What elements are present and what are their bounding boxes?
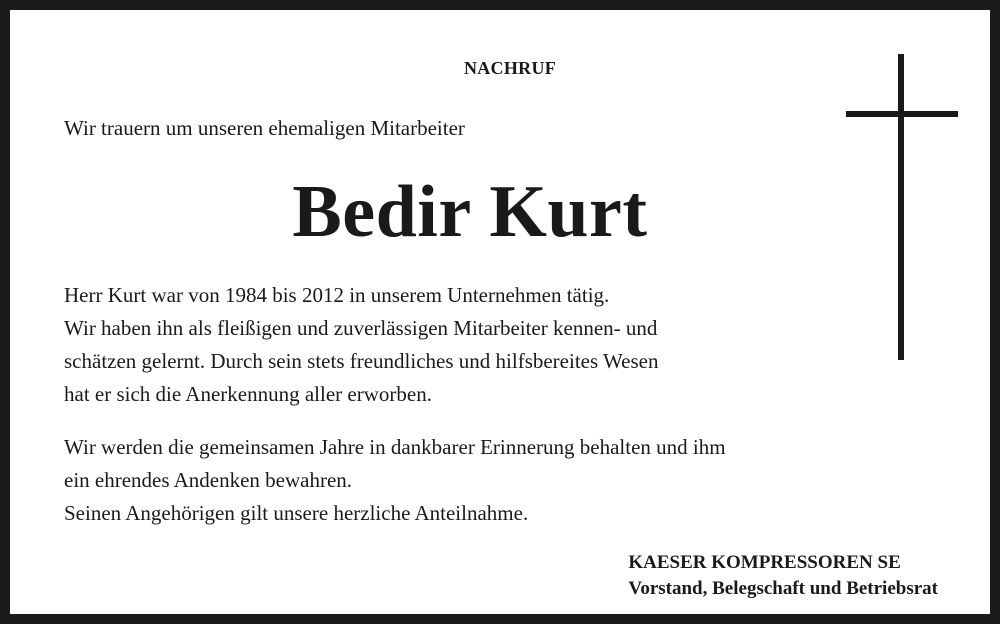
cross-vertical-bar xyxy=(898,54,904,360)
tribute-paragraph xyxy=(64,279,658,411)
paragraph-line: schätzen gelernt. Durch sein stets freundliches und hilfsbereites Wesen xyxy=(64,349,659,373)
deceased-name: Bedir Kurt xyxy=(292,171,648,253)
intro-line: Wir trauern um unseren ehemaligen Mitarbeiter xyxy=(64,116,465,140)
company-name: KAESER KOMPRESSOREN SE xyxy=(628,552,901,573)
notice-heading: NACHRUF xyxy=(463,58,557,78)
condolence-paragraph xyxy=(64,431,726,530)
paragraph-line: Wir haben ihn als fleißigen und zuverlässigen Mitarbeiter kennen- und xyxy=(64,316,658,340)
signature-block xyxy=(628,550,938,602)
cross-icon xyxy=(846,54,958,360)
paragraph-line: Herr Kurt war von 1984 bis 2012 in unserem Unternehmen tätig. xyxy=(64,283,610,307)
signatories: Vorstand, Belegschaft und Betriebsrat xyxy=(628,578,938,599)
paragraph-line: Seinen Angehörigen gilt unsere herzliche Anteilnahme. xyxy=(64,501,529,525)
paragraph-line: ein ehrendes Andenken bewahren. xyxy=(64,468,353,492)
cross-horizontal-bar xyxy=(846,111,958,117)
paragraph-line: hat er sich die Anerkennung aller erworben. xyxy=(64,382,432,406)
paragraph-line: Wir werden die gemeinsamen Jahre in dankbarer Erinnerung behalten und ihm xyxy=(64,435,726,459)
